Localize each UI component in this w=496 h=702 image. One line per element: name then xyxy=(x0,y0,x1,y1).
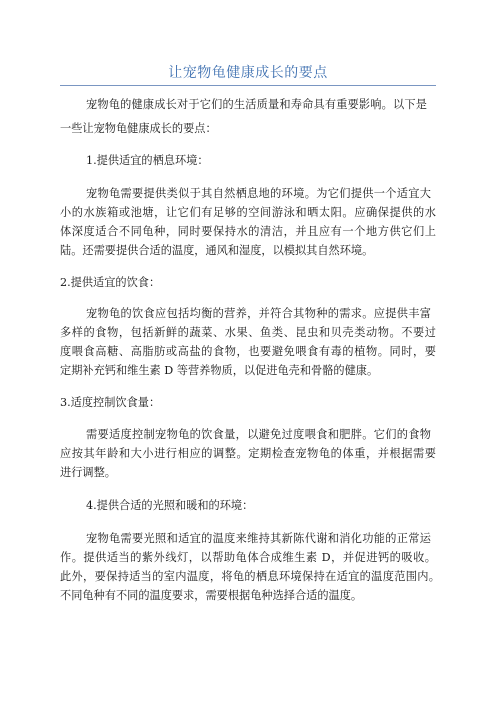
paragraph-line: 度喂食高糖、高脂肪或高盐的食物，也要避免喂食有毒的植物。同时，要 xyxy=(60,345,436,358)
title-underline xyxy=(60,85,436,86)
section-heading: 2.提供适宜的饮食： xyxy=(60,276,161,289)
paragraph-line: 多样的食物，包括新鲜的蔬菜、水果、鱼类、昆虫和贝壳类动物。不要过 xyxy=(60,326,436,339)
paragraph-line: 定期补充钙和维生素 D 等营养物质，以促进龟壳和骨骼的健康。 xyxy=(60,364,379,377)
paragraph-line: 应按其年龄和大小进行相应的调整。定期检查宠物龟的体重，并根据需要 xyxy=(60,447,436,460)
section-heading: 3.适度控制饮食量： xyxy=(60,396,161,409)
paragraph-line: 不同龟种有不同的温度要求，需要根据龟种选择合适的温度。 xyxy=(60,589,363,602)
section-heading: 4.提供合适的光照和暖和的环境： xyxy=(86,499,254,512)
paragraph-line: 宠物龟的饮食应包括均衡的营养，并符合其物种的需求。应提供丰富 xyxy=(86,307,431,320)
paragraph-line: 小的水族箱或池塘，让它们有足够的空间游泳和晒太阳。应确保提供的水 xyxy=(60,206,436,219)
paragraph-line: 进行调整。 xyxy=(60,466,116,479)
paragraph-line: 作。提供适当的紫外线灯，以帮助龟体合成维生素 D，并促进钙的吸收。 xyxy=(60,551,436,564)
intro-line: 一些让宠物龟健康成长的要点： xyxy=(60,122,217,135)
section-heading: 1.提供适宜的栖息环境： xyxy=(86,154,209,167)
paragraph-line: 陆。还需要提供合适的温度，通风和湿度，以模拟其自然环境。 xyxy=(60,244,374,257)
paragraph-line: 体深度适合不同龟种，同时要保持水的清洁，并且应有一个地方供它们上 xyxy=(60,225,436,238)
intro-line: 宠物龟的健康成长对于它们的生活质量和寿命具有重要影响。以下是 xyxy=(86,98,427,111)
document-title: 让宠物龟健康成长的要点 xyxy=(168,65,328,81)
paragraph-line: 宠物龟需要光照和适宜的温度来维持其新陈代谢和消化功能的正常运 xyxy=(86,532,431,545)
paragraph-line: 宠物龟需要提供类似于其自然栖息地的环境。为它们提供一个适宜大 xyxy=(86,187,431,200)
paragraph-line: 需要适度控制宠物龟的饮食量，以避免过度喂食和肥胖。它们的食物 xyxy=(86,428,431,441)
paragraph-line: 此外，要保持适当的室内温度，将龟的栖息环境保持在适宜的温度范围内。 xyxy=(60,570,440,583)
